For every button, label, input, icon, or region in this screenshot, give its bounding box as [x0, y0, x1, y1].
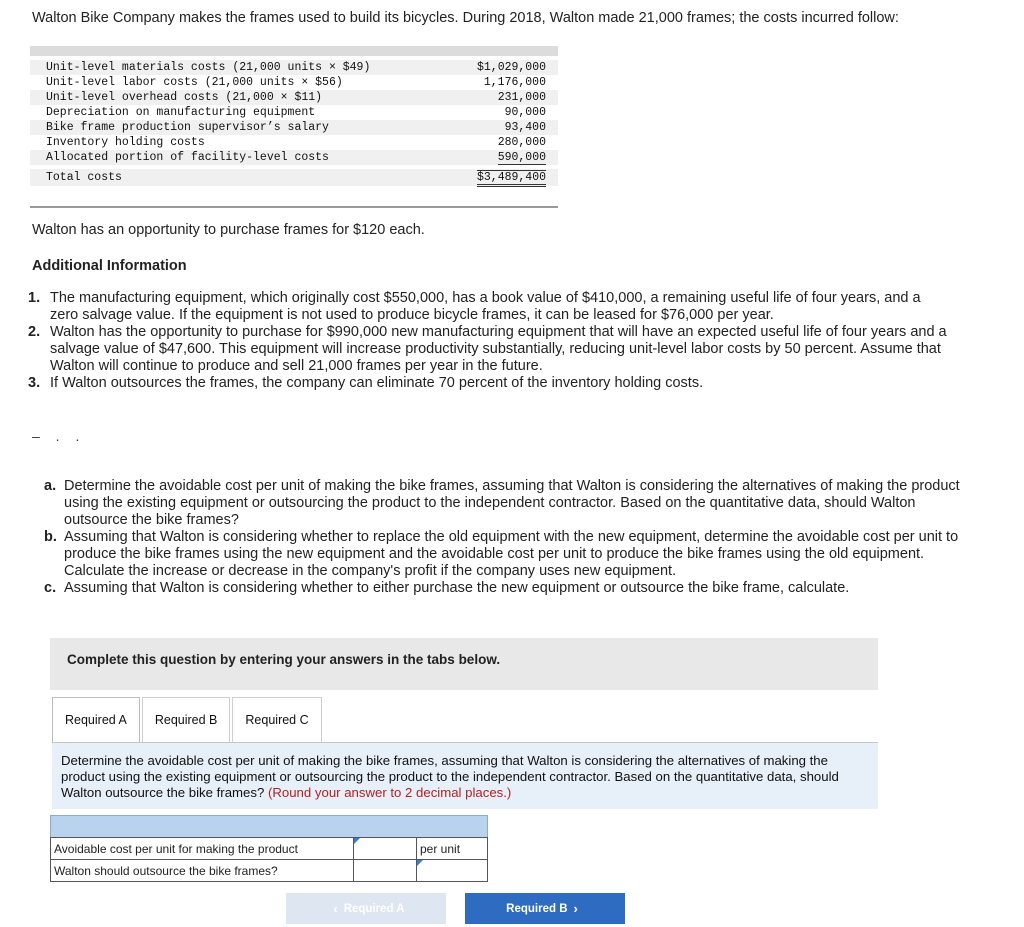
- next-button[interactable]: Required B ›: [465, 893, 625, 924]
- cost-row: Unit-level overhead costs (21,000 × $11) 231,000: [30, 90, 558, 105]
- answer-table: [50, 815, 488, 882]
- chevron-right-icon: ›: [573, 901, 578, 916]
- additional-info-list: [28, 290, 948, 392]
- outsource-dropdown[interactable]: [417, 861, 487, 881]
- tab-required-b[interactable]: Required B: [142, 697, 231, 742]
- tab-required-c[interactable]: Required C: [232, 697, 321, 742]
- cost-table: [30, 46, 558, 208]
- problem-intro: Walton Bike Company makes the frames used to build its bicycles. During 2018, Walton made 21,000 frames; the costs incurred follow:: [32, 10, 899, 26]
- list-item: 2. Walton has the opportunity to purchase for $990,000 new manufacturing equipment that will have an expected useful life of four years and a salvage value of $47,600. This equipment will increase productivity substantially, reducing unit-level labor costs by 50 percent. Assume that Walton will continue to produce and sell 21,000 frames per year in the future.: [28, 324, 947, 374]
- cost-row: Unit-level materials costs (21,000 units × $49) $1,029,000: [30, 60, 558, 75]
- chevron-left-icon: ‹: [333, 901, 338, 916]
- tab-bar: [52, 697, 322, 743]
- unit-label: per unit: [417, 838, 488, 860]
- list-item: c. Assuming that Walton is considering whether to either purchase the new equipment or outsource the bike frame, calculate.: [44, 580, 850, 596]
- answer-label: Avoidable cost per unit for making the product: [51, 838, 354, 860]
- additional-info-heading: Additional Information: [32, 258, 187, 274]
- list-item: a. Determine the avoidable cost per unit of making the bike frames, assuming that Walton is considering the alternatives of making the product using the existing equipment or outsourcing the product to the independent contractor. Based on the quantitative data, should Walton outsource the bike frames?: [44, 478, 960, 528]
- purchase-offer: Walton has an opportunity to purchase frames for $120 each.: [32, 222, 425, 238]
- answer-table-header: [51, 816, 488, 838]
- list-item: 3. If Walton outsources the frames, the company can eliminate 70 percent of the inventory holding costs.: [28, 375, 704, 391]
- tab-required-a[interactable]: Required A: [52, 697, 140, 743]
- cost-row: Depreciation on manufacturing equipment 90,000: [46, 106, 546, 119]
- list-item: 1. The manufacturing equipment, which originally cost $550,000, has a book value of $410,000, a remaining useful life of four years, and a zero salvage value. If the equipment is not used to produce bicycle frames, it can be leased for $76,000 per year.: [28, 290, 921, 323]
- list-item: b. Assuming that Walton is considering whether to replace the old equipment with the new equipment, determine the avoidable cost per unit to produce the bike frames using the new equipment and the avoidable cost per unit to produce the bike frames using the old equipment. Calculate the increase or decrease in the company's profit if the company uses new equipment.: [44, 529, 959, 579]
- cost-row: Bike frame production supervisor’s salary 93,400: [30, 120, 558, 135]
- prev-button: ‹ Required A: [286, 893, 446, 924]
- avoidable-cost-input[interactable]: [354, 839, 416, 859]
- instruction-banner: Complete this question by entering your answers in the tabs below.: [50, 638, 878, 690]
- tab-description: Determine the avoidable cost per unit of making the bike frames, assuming that Walton is considering the alternatives of making the product using the existing equipment or outsourcing the product to the independent contractor. Based on the quantitative data, should Walton outsource the bike frames? (Round your answer to 2 decimal places.): [52, 743, 878, 809]
- answer-label: Walton should outsource the bike frames?: [51, 860, 354, 882]
- table-row: [51, 860, 488, 882]
- section-separator: ‒ . .: [32, 428, 86, 444]
- requirements-list: [44, 478, 974, 597]
- cost-row: Allocated portion of facility-level costs 590,000: [30, 150, 558, 165]
- cost-row: Unit-level labor costs (21,000 units × $56) 1,176,000: [46, 76, 546, 89]
- rounding-hint: (Round your answer to 2 decimal places.): [267, 785, 512, 800]
- cost-row: Inventory holding costs 280,000: [46, 136, 546, 149]
- total-row: Total costs $3,489,400: [30, 169, 558, 186]
- table-row: [51, 838, 488, 860]
